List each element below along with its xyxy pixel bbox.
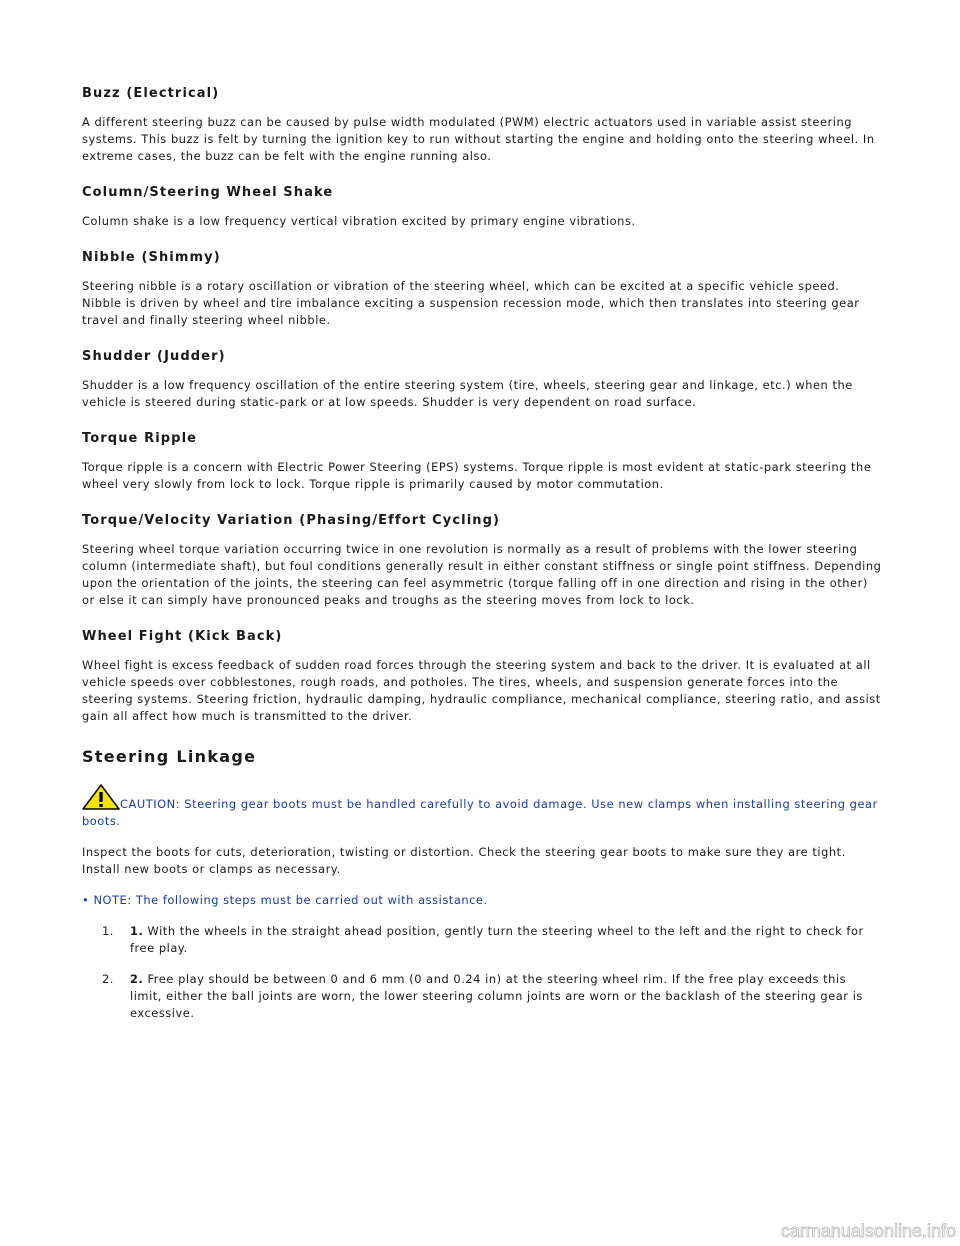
section-heading-wheel-fight: Wheel Fight (Kick Back) — [82, 629, 283, 644]
list-item — [82, 923, 882, 957]
section-body-torque-velocity: Steering wheel torque variation occurring twice in one revolution is normally as a result of problems with the lower steering column (intermediate shaft), but foul conditions generally result in either constant stiffness or single point stiffness. Depending upon the orientation of the joints, the steering can feel asymmetric (torque falling off in one direction and rising in the other) or else it can simply have pronounced peaks and troughs as the steering moves from lock to lock. — [82, 542, 882, 607]
list-item — [82, 971, 882, 1022]
section-heading-shudder: Shudder (Judder) — [82, 349, 226, 364]
assistance-note: • NOTE: The following steps must be carried out with assistance. — [82, 893, 488, 907]
document-page — [82, 76, 882, 1022]
section-heading-buzz: Buzz (Electrical) — [82, 86, 220, 101]
section-body-nibble: Steering nibble is a rotary oscillation or vibration of the steering wheel, which can be excited at a specific vehicle speed. Nibble is driven by wheel and tire imbalance exciting a suspension recession mode, which then translates into steering gear travel and finally steering wheel nibble. — [82, 279, 860, 327]
procedure-steps — [82, 923, 882, 1022]
step-bold-number: 2. — [130, 972, 144, 986]
steering-linkage-heading: Steering Linkage — [82, 747, 257, 766]
section-body-torque-ripple: Torque ripple is a concern with Electric Power Steering (EPS) systems. Torque ripple is most evident at static-park steering the wheel very slowly from lock to lock. Torque ripple is primarily caused by motor commutation. — [82, 460, 872, 491]
warning-triangle-icon — [82, 784, 120, 810]
watermark — [690, 1220, 960, 1242]
section-body-buzz: A different steering buzz can be caused by pulse width modulated (PWM) electric actuators used in variable assist steering systems. This buzz is felt by turning the ignition key to run without starting the engine and holding onto the steering wheel. In extreme cases, the buzz can be felt with the engine running also. — [82, 115, 875, 163]
section-heading-nibble: Nibble (Shimmy) — [82, 250, 221, 265]
section-heading-torque-velocity: Torque/Velocity Variation (Phasing/Effort Cycling) — [82, 513, 501, 528]
watermark-text: carmanualsonline.info — [780, 1221, 956, 1241]
section-heading-column-shake: Column/Steering Wheel Shake — [82, 185, 334, 200]
caution-text: CAUTION: Steering gear boots must be handled carefully to avoid damage. Use new clamps when installing steering gear boots. — [82, 797, 878, 828]
inspect-boots-text: Inspect the boots for cuts, deterioration, twisting or distortion. Check the steering gear boots to make sure they are tight. Install new boots or clamps as necessary. — [82, 845, 846, 876]
section-body-wheel-fight: Wheel fight is excess feedback of sudden road forces through the steering system and back to the driver. It is evaluated at all vehicle speeds over cobblestones, rough roads, and potholes. The tires, wheels, and suspension generate forces into the steering systems. Steering friction, hydraulic damping, hydraulic compliance, mechanical compliance, steering ratio, and assist gain all affect how much is transmitted to the driver. — [82, 658, 881, 723]
section-heading-torque-ripple: Torque Ripple — [82, 431, 198, 446]
step-number: 1. — [102, 924, 114, 938]
step-text: With the wheels in the straight ahead position, gently turn the steering wheel to the left and the right to check for free play. — [130, 924, 864, 955]
step-bold-number: 1. — [130, 924, 144, 938]
step-number: 2. — [102, 972, 114, 986]
step-text: Free play should be between 0 and 6 mm (0 and 0.24 in) at the steering wheel rim. If the free play exceeds this limit, either the ball joints are worn, the lower steering column joints are worn or the backlash of the steering gear is excessive. — [130, 972, 863, 1020]
section-body-shudder: Shudder is a low frequency oscillation of the entire steering system (tire, wheels, steering gear and linkage, etc.) when the vehicle is steered during static-park or at low speeds. Shudder is very dependent on road surface. — [82, 378, 853, 409]
section-body-column-shake: Column shake is a low frequency vertical vibration excited by primary engine vibrations. — [82, 214, 636, 228]
caution-note — [82, 784, 882, 830]
